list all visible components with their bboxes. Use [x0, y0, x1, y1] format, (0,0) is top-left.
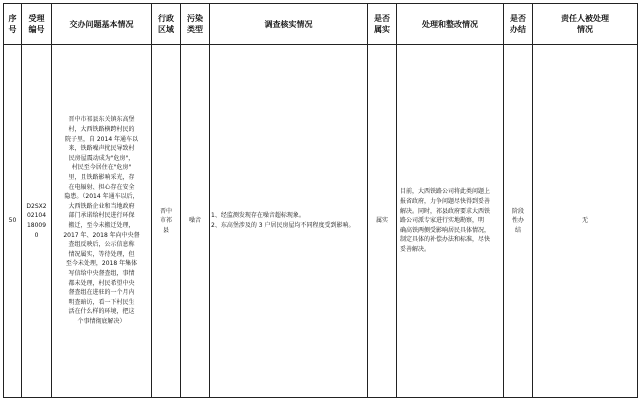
cell-investigation: 1、经监测发现存在噪音超标现象。 2、东高堡涉及的 3 户居民房屋均不同程度受到影响。 [210, 45, 368, 398]
cell-pollution-type: 噪音 [181, 45, 210, 398]
cell-verified: 属实 [368, 45, 397, 398]
cell-accountability: 无 [533, 45, 638, 398]
header-petition: 交办问题基本情况 [52, 4, 152, 45]
header-row [4, 4, 638, 45]
cell-seq: 50 [4, 45, 22, 398]
header-handling: 处理和整改情况 [397, 4, 504, 45]
cell-region: 晋中 市祁 县 [152, 45, 181, 398]
header-accountability: 责任人被处理 情况 [533, 4, 638, 45]
header-seq: 序 号 [4, 4, 22, 45]
header-verified: 是否 属实 [368, 4, 397, 45]
header-pollution-type: 污染 类型 [181, 4, 210, 45]
cell-petition: 晋中市祁县东关镇东高堡 村，大西铁路横跨村民的 院子里，自 2014 年通车以 来，铁路噪声扰民导致村 民房屋震动成为"危房"， 村民至今居住在"危房" 里，且铁路影响采光，存 在电辐射、担心存在安全 隐患。（2014 年通车以后， 大西铁路企业和当地政府 部门承诺给村民进行环保 搬迁，至今未搬迁处理， 2017 年、2018 年向中央督 查组反映后，公示信息称 情况属实，等待处理，但 至今未处理，2018 年集体 写信给中央督查组，事情 都未处理，村民希望中央 督查组在进驻的一个月内 明查暗访，看一下村民生 活在什么样的环境，把这 个事情彻底解决） [52, 45, 152, 398]
header-accept-no: 受理 编号 [22, 4, 52, 45]
header-closed: 是否 办结 [504, 4, 533, 45]
complaint-table [3, 3, 638, 398]
cell-accept-no: D2SX2 02104 18009 0 [22, 45, 52, 398]
header-investigation: 调查核实情况 [210, 4, 368, 45]
cell-closed: 阶段 性办 结 [504, 45, 533, 398]
header-region: 行政 区域 [152, 4, 181, 45]
cell-handling: 目前，大西铁路公司将此类问题上 报省政府，力争问题尽快得到妥善 解决。同时，祁县政府要求大西铁 路公司派专家进行实地勘察，明 确高铁两侧受影响居民具体情况， 制定具体的补偿办法和标准，尽快 妥善解决。 [397, 45, 504, 398]
table-row [4, 45, 638, 398]
